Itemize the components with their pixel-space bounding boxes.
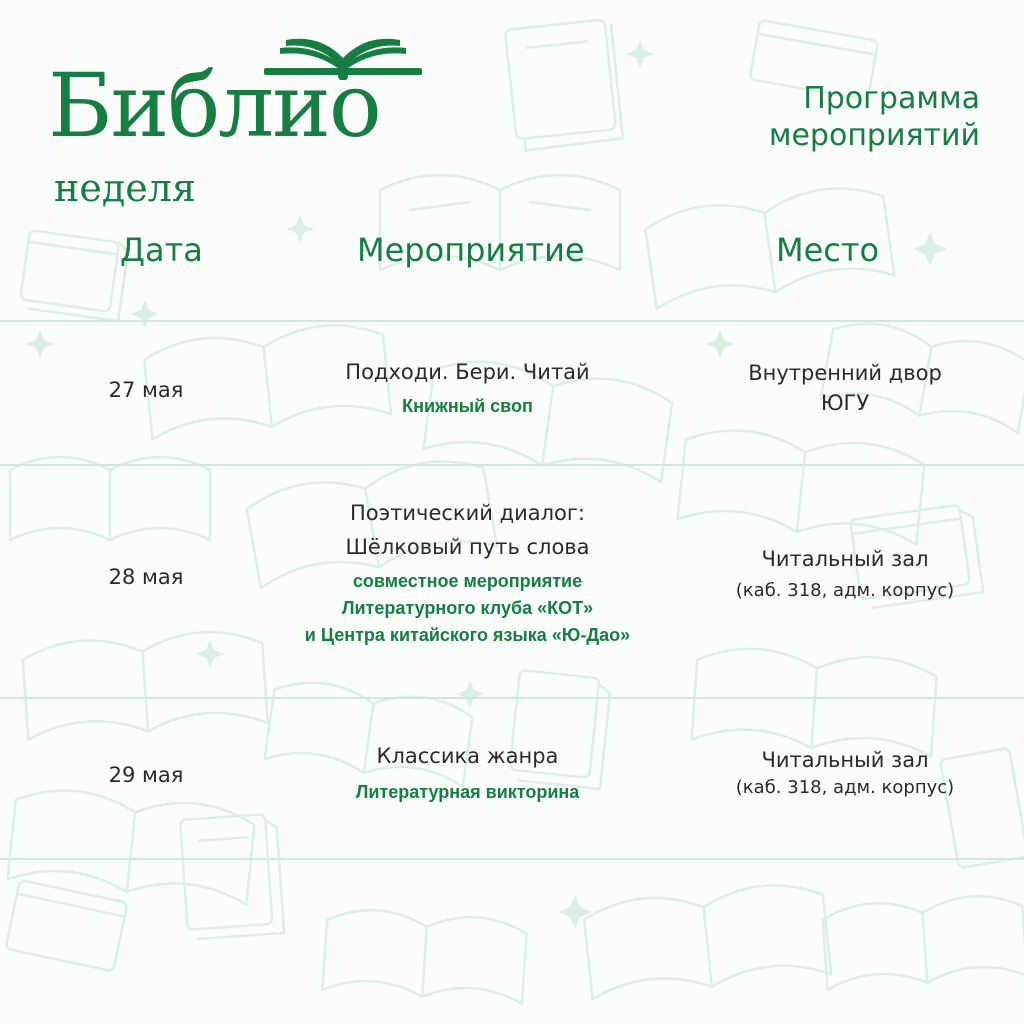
place-detail: (каб. 318, адм. корпус) (735, 580, 955, 601)
program-heading-line: мероприятий (768, 118, 980, 153)
place-name: Внутренний двор (748, 361, 942, 385)
logo-title: Библио (48, 54, 380, 157)
event-subtitle: совместное мероприятие (352, 571, 583, 591)
row-place (700, 358, 990, 418)
logo-subtitle: неделя (54, 166, 196, 210)
row-place (700, 745, 990, 801)
place-name: ЮГУ (820, 391, 870, 415)
place-name: Читальный зал (761, 748, 929, 772)
row-event (250, 739, 685, 806)
row-date: 27 мая (108, 378, 184, 402)
event-subtitle: Книжный своп (402, 396, 533, 416)
place-name: Читальный зал (761, 547, 929, 571)
program-heading-line: Программа (803, 81, 980, 116)
event-title: Подходи. Бери. Читай (345, 360, 590, 384)
event-title: Классика жанра (376, 744, 559, 768)
table-row (0, 466, 1024, 697)
logo (48, 28, 448, 210)
row-event (250, 355, 685, 420)
column-header-event: Мероприятие (357, 231, 585, 269)
event-title: Шёлковый путь слова (345, 535, 590, 559)
event-subtitle: Литературного клуба «КОТ» (341, 598, 594, 618)
event-subtitle: и Центра китайского языка «Ю-Дао» (304, 625, 631, 645)
event-subtitle: Литературная викторина (355, 782, 580, 802)
place-detail: (каб. 318, адм. корпус) (735, 777, 955, 798)
event-title: Поэтический диалог: (350, 501, 585, 525)
row-event (250, 496, 685, 649)
row-date: 29 мая (108, 763, 184, 787)
table-row (0, 322, 1024, 464)
column-header-date: Дата (120, 231, 203, 269)
table-row (0, 699, 1024, 858)
program-heading (680, 80, 980, 154)
column-header-place: Место (776, 231, 880, 269)
row-date: 28 мая (108, 565, 184, 589)
row-place (700, 544, 990, 604)
table-divider (0, 858, 1024, 860)
